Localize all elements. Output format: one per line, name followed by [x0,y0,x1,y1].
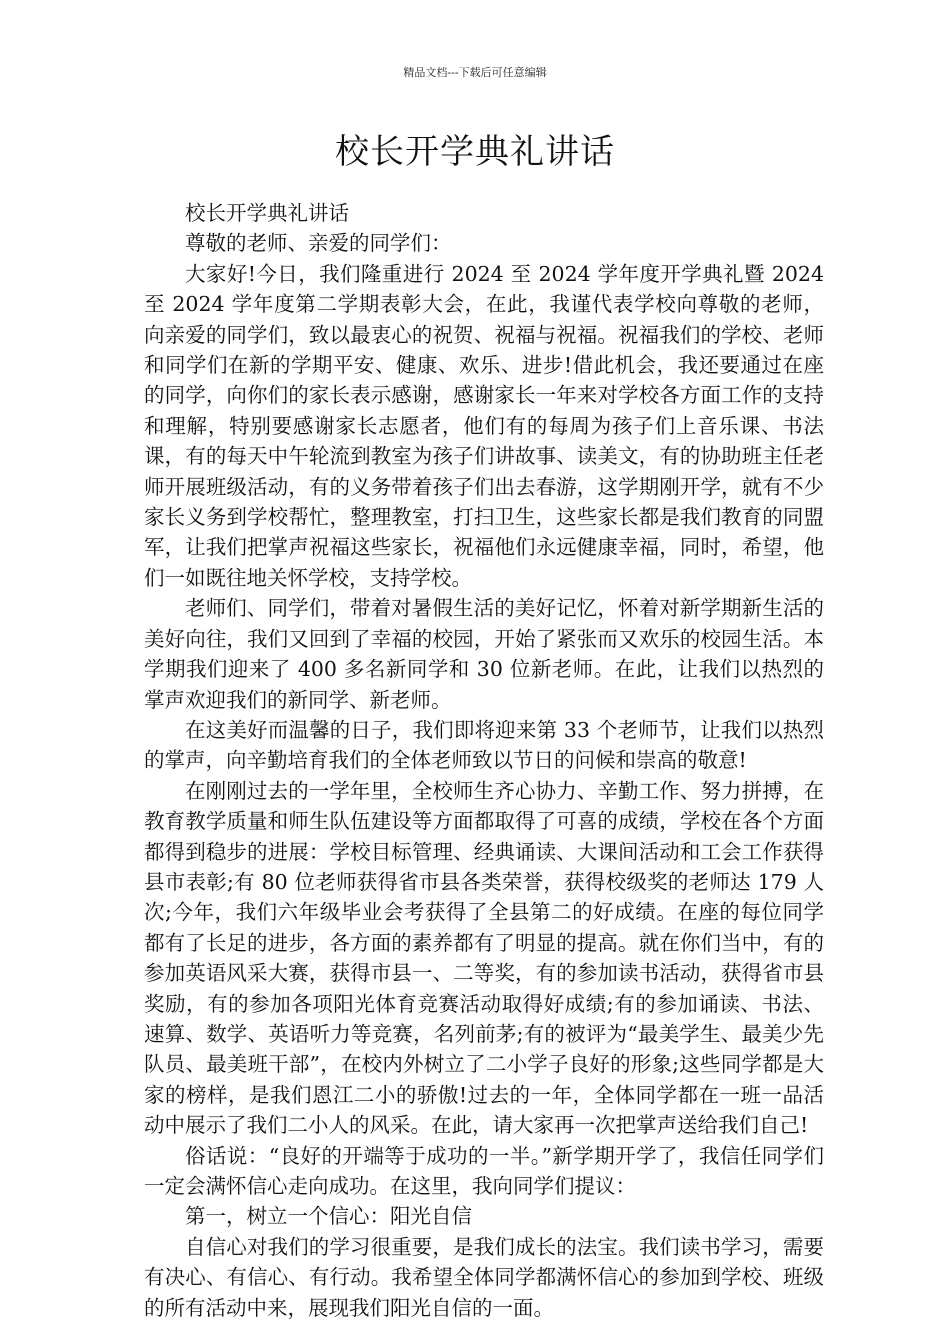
paragraph: 校长开学典礼讲话 [185,201,349,225]
page-header: 精品文档---下载后可任意编辑 [403,66,547,79]
paragraph: 在这美好而温馨的日子，我们即将迎来第 33 个老师节，让我们以热烈的掌声，向辛勤培育我们的全体老师致以节日的问候和崇高的敬意! [144,717,824,773]
paragraph: 大家好!今日，我们隆重进行 2024 至 2024 学年度开学典礼暨 2024 至 2024 学年度第二学期表彰大会，在此，我谨代表学校向尊敬的老师，向亲爱的同学们，致以最衷心的祝贺、祝福与祝福。祝福我们的学校、老师和同学们在新的学期平安、健康、欢乐、进步!借此机会，我还要通过在座的同学，向你们的家长表示感谢，感谢家长一年来对学校各方面工作的支持和理解，特别要感谢家长志愿者，他们有的每周为孩子们上音乐课、书法课，有的每天中午轮流到教室为孩子们讲故事、读美文，有的协助班主任老师开展班级活动，有的义务带着孩子们出去春游，这学期刚开学，就有不少家长义务到学校帮忙，整理教室，打扫卫生，这些家长都是我们教育的同盟军，让我们把掌声祝福这些家长，祝福他们永远健康幸福，同时，希望，他们一如既往地关怀学校，支持学校。 [144,261,824,590]
document-body [144,198,824,1323]
paragraph: 自信心对我们的学习很重要，是我们成长的法宝。我们读书学习，需要有决心、有信心、有行动。我希望全体同学都满怀信心的参加到学校、班级的所有活动中来，展现我们阳光自信的一面。 [144,1234,824,1320]
paragraph: 老师们、同学们，带着对暑假生活的美好记忆，怀着对新学期新生活的美好向往，我们又回到了幸福的校园，开始了紧张而又欢乐的校园生活。本学期我们迎来了 400 多名新同学和 30 位新老师。在此，让我们以热烈的掌声欢迎我们的新同学、新老师。 [144,596,824,712]
paragraph: 第一，树立一个信心：阳光自信 [185,1204,472,1229]
paragraph: 在刚刚过去的一学年里，全校师生齐心协力、辛勤工作、努力拼搏，在教育教学质量和师生队伍建设等方面都取得了可喜的成绩，学校在各个方面都得到稳步的进展：学校目标管理、经典诵读、大课间活动和工会工作获得县市表彰;有 80 位老师获得省市县各类荣誉，获得校级奖的老师达 179 人次;今年，我们六年级毕业会考获得了全县第二的好成绩。在座的每位同学都有了长足的进步，各方面的素养都有了明显的提高。就在你们当中，有的参加英语风采大赛，获得市县一、二等奖，有的参加读书活动，获得省市县奖励，有的参加各项阳光体育竞赛活动取得好成绩;有的参加诵读、书法、速算、数学、英语听力等竞赛，名列前茅;有的被评为“最美学生、最美少先队员、最美班干部”，在校内外树立了二小学子良好的形象;这些同学都是大家的榜样，是我们恩江二小的骄傲!过去的一年，全体同学都在一班一品活动中展示了我们二小人的风采。在此，请大家再一次把掌声送给我们自己! [144,778,824,1138]
paragraph: 俗话说：“良好的开端等于成功的一半。”新学期开学了，我信任同学们一定会满怀信心走向成功。在这里，我向同学们提议： [144,1143,824,1198]
paragraph: 尊敬的老师、亲爱的同学们： [185,231,452,256]
document-title: 校长开学典礼讲话 [335,132,615,172]
